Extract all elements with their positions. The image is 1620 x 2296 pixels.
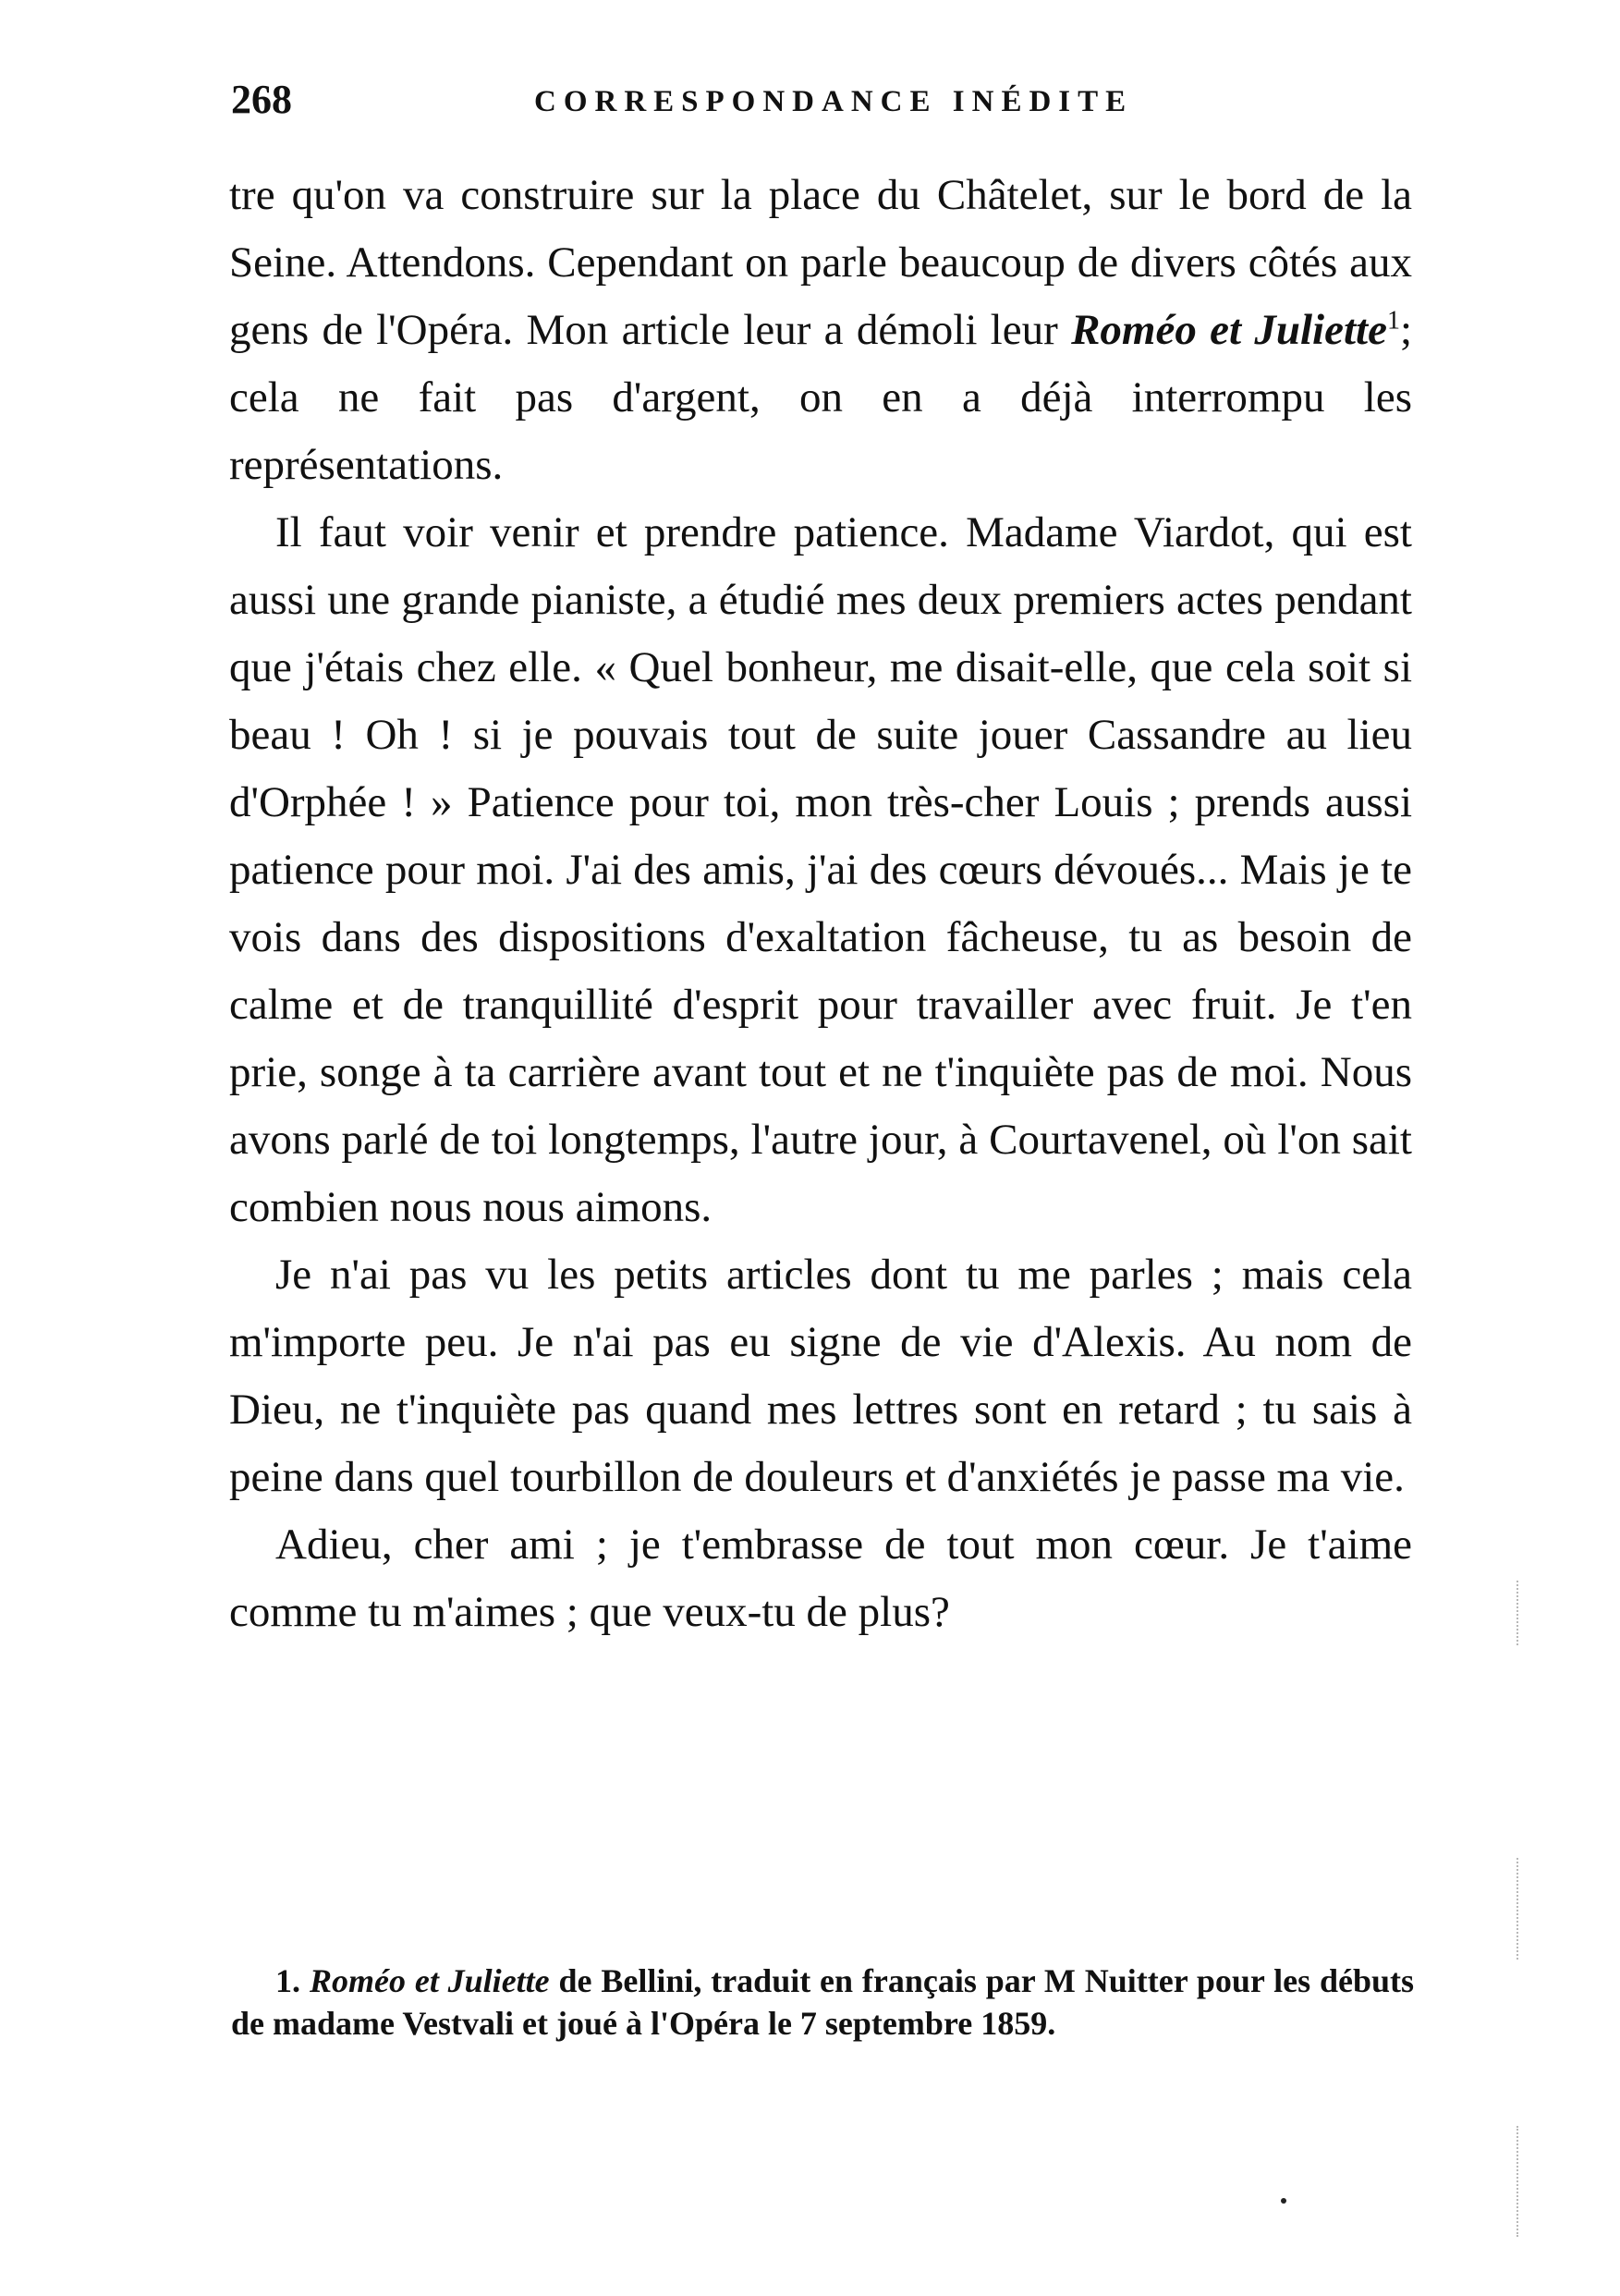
body-text [229, 162, 1412, 1646]
running-head [231, 76, 1405, 131]
paragraph-1-text-after: ; cela ne fait pas d'argent, on en a déjà interrompu les représentations. [229, 306, 1413, 489]
footnote-reference: 1 [1386, 306, 1400, 336]
paragraph-2: Il faut voir venir et prendre patience. Madame Viardot, qui est aussi une grande pianiste, a étudié mes deux premiers actes pendant que j'étais chez elle. « Quel bonheur, me disait-elle, que cela soit si beau ! Oh ! si je pouvais tout de suite jouer Cassandre au lieu d'Orphée ! » Patience pour toi, mon très-cher Louis ; prends aussi patience pour moi. J'ai des amis, j'ai des cœurs dévoués... Mais je te vois dans des dispositions d'exaltation fâcheuse, tu as besoin de calme et de tranquillité d'esprit pour travailler avec fruit. Je t'en prie, songe à ta carrière avant tout et ne t'inquiète pas de moi. Nous avons parlé de toi longtemps, l'autre jour, à Courtavenel, où l'on sait combien nous nous aimons. [229, 508, 1412, 1231]
footnote-number: 1. [275, 1962, 300, 1999]
running-title: CORRESPONDANCE INÉDITE [534, 85, 1134, 118]
margin-dots [1516, 2126, 1520, 2237]
paragraph-1-text-before: tre qu'on va construire sur la place du Châtelet, sur le bord de la Seine. Attendons. Cependant on parle beaucoup de divers côtés aux gens de l'Opéra. Mon article leur a démoli leur [229, 171, 1412, 354]
margin-dots [1516, 1858, 1520, 1960]
footnote-work-title: Roméo et Juliette [310, 1962, 550, 1999]
footnote [231, 1960, 1414, 2045]
page-number: 268 [231, 77, 292, 122]
print-speck [1281, 2198, 1286, 2204]
paragraph-4: Adieu, cher ami ; je t'embrasse de tout mon cœur. Je t'aime comme tu m'aimes ; que veux-tu de plus? [229, 1520, 1412, 1636]
footnote-text: de Bellini, traduit en français par M Nuitter pour les débuts de madame Vestvali et joué à l'Opéra le 7 septembre 1859. [231, 1962, 1414, 2042]
paragraph-1 [229, 162, 1412, 499]
work-title-italic: Roméo et Juliette [1071, 306, 1387, 354]
margin-dots [1516, 1581, 1520, 1645]
paragraph-3: Je n'ai pas vu les petits articles dont tu me parles ; mais cela m'importe peu. Je n'ai pas eu signe de vie d'Alexis. Au nom de Dieu, ne t'inquiète pas quand mes lettres sont en retard ; tu sais à peine dans quel tourbillon de douleurs et d'anxiétés je passe ma vie. [229, 1251, 1412, 1501]
